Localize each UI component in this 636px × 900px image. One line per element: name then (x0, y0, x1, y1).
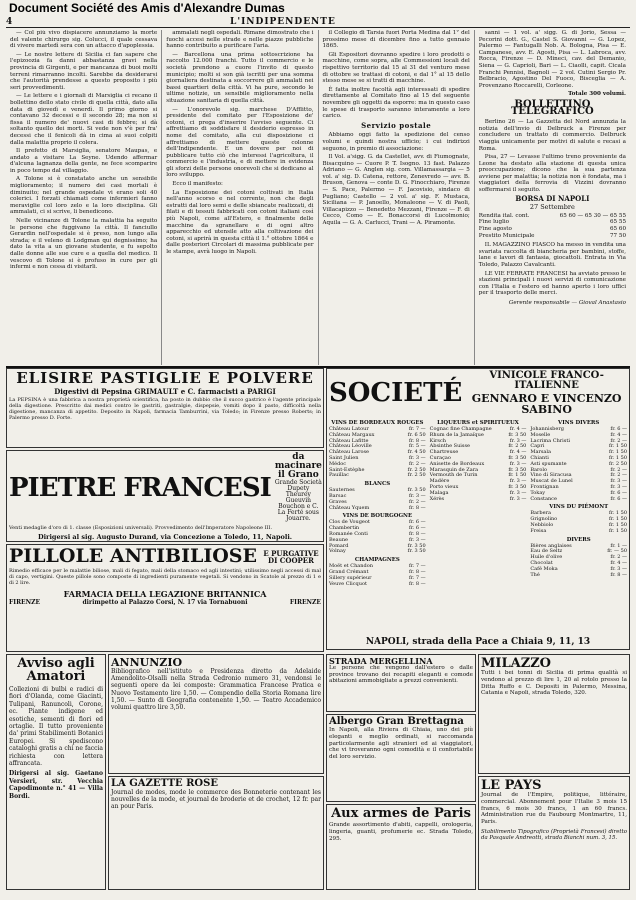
wine-name: Château Margaux (329, 431, 375, 438)
column-2 (162, 30, 318, 365)
wine-price: fr. 2 50 (609, 460, 628, 467)
ad-side-title: GENNARO E VINCENZO SABINO (471, 392, 622, 416)
wine-price: fr. 3 — (509, 489, 527, 496)
wine-name: Freisa (530, 527, 547, 534)
ad-side-title: da macinare il Grano (274, 452, 322, 480)
wine-name: Muscat de Lunel (530, 478, 573, 485)
article-paragraph: ammalati negli ospedali. Rimane dimostrato che i fuochi accesi nelle strade e nelle piazze pubbliche hanno contribuito a purificare l'aria. (166, 30, 314, 50)
wine-name: Vino di Siracusa (530, 472, 572, 479)
wine-name: Barolo (530, 466, 548, 473)
wine-price: fr. 1 50 (609, 516, 628, 523)
ad-gazette (108, 776, 324, 890)
wine-price: fr. 1 50 (609, 443, 628, 450)
ad-body: Bibliografico nell'istituto e Presidenza diretto da Adelaide Amendolito-Olsalli nella Strada Cedronio numero 31, vendonsi le seguenti opere da lei composte: Grammatica Francese Pratica e Nuovo Testamento lire 1,50. — Compendio della Storia Romana lire 1,50. — Sunto di Geografia contenente 1,50. — Teatro Accademico volumi quattro lire 3,50. (111, 668, 321, 712)
wine-price: fr. 8 — (409, 504, 426, 511)
wine-name: Bières anglaises (530, 542, 572, 549)
wine-section-heading: BLANCS (364, 481, 391, 488)
wine-price: fr. 2 50 (407, 466, 426, 473)
borsa-row: Fine luglio 65 55 (478, 219, 626, 226)
wine-section-heading: DIVERS (566, 536, 591, 543)
article-paragraph: LE VIE FERRATE FRANCESI ha avviato presso le stazioni principali i nuovi servizi di comunicazione con l'Italia e l'estero ed hanno aperto i loro uffici per il trasporto delle merci. (478, 270, 626, 297)
wine-name: Moselle (530, 431, 551, 438)
wine-price: fr. 8 — (409, 530, 426, 537)
borsa-title: BORSA DI NAPOLI (515, 193, 590, 203)
ad-body: In Napoli, alla Riviera di Chiaia, uno dei più eleganti e meglio ordinati, si raccomanda particolarmente agli stranieri ed ai viaggiatori, che vi troveranno ogni comodità e il confortabile del loro servizio. (329, 727, 473, 761)
wine-price: fr. 2 — (610, 554, 628, 561)
article-paragraph: sanni — 1 vol. a' sigg. G. di Jorio, Sessa — Pecorini dott. G., Castel S. Giovanni — G. Lopez, Palermo — Fantugalli Nob. A. Bologna, Pisa — E. Campanese, avv. E. Agosti, Pisa — L. Labroca, avv. Rocca, Firenze — D. Mineci, cav. del Demanio, Siena — G. Caprioli, Bari — L. Ciaolli, capit. Cicala Franchi Pennisi, Bagnoli — 2 vol. Cutini Sergio Pr. Belbracio, Agostino Del Fuoco, Bisceglia — A. Provenzano Roccarelli, Corleone. (478, 30, 626, 89)
wine-section-heading: VINS DU PIÉMONT (549, 504, 609, 511)
wine-name: Pauillac (329, 472, 349, 479)
wine-name: Marasquin de Zara (429, 466, 479, 473)
wine-price: fr. 7 — (409, 426, 426, 432)
wine-row (329, 506, 426, 512)
ad-header (9, 453, 321, 522)
article-paragraph: IL MAGAZZINO FIASCO ha messo in vendita una svariata raccolta di biancheria per bambini, stoffe, lane e lavori di fantasia, giocattoli. Entrata in Via Toledo, Palazzo Cavalcanti. (478, 242, 626, 268)
article-paragraph: Abbiamo oggi fatto la spedizione del censo volumi e quindi nostra ufficio; i cui indirizzi seguono, in premio di associazione: (322, 132, 470, 152)
ad-body: Venti medaglie d'oro di 1. classe (Esposizioni universali). Provvedimento dell'Imperatore Napoleone III. (9, 525, 273, 531)
borsa-table (479, 213, 626, 239)
wine-name: Constance (530, 495, 557, 502)
wine-row (530, 529, 627, 535)
ad-title: Albergo Gran Brettagna (329, 716, 464, 727)
ad-header (9, 547, 321, 566)
wine-price: fr. 8 — (409, 437, 426, 444)
article-paragraph: — Barcellona una prima sottoscrizione ha raccolto 12.000 franchi. Tutto il commercio e le società prendono a cuore l'invito di questo municipio; molti si son già iscritti per una somma giornaliera destinata a soccorrere gli ammalati nei bassi quartieri della città. Vi ha pure, secondo le ultime notizie, un sensibile miglioramento nella situazione sanitaria di quella città. (166, 51, 314, 104)
ad-body: Grande assortimento d'abiti, cappelli, orologeria, lingeria, guanti, profumerie ec. Strada Toledo, 295. (329, 822, 473, 842)
wine-price: fr. 3 — (509, 495, 527, 502)
wine-table (430, 427, 527, 502)
wine-price: fr. 8 — (409, 568, 426, 575)
ad-footer: NAPOLI, strada della Pace a Chiaia 9, 11, 13 (365, 637, 591, 647)
wine-name: Anisette de Bordeaux (429, 460, 485, 467)
wine-price: fr. 8 — (610, 571, 628, 578)
ad-body: Journal de l'Empire, politique, littéraire, commercial. Abonnement pour l'Italie 3 mois 15 francs, 6 mois 30 francs, 1 an 60 francs. Administration rue du Faubourg Montmartre, 11, Paris. (481, 792, 627, 826)
ad-strada (326, 654, 476, 712)
wine-name: Sillery supérieur (329, 574, 372, 581)
wine-price: fr. 8 — (409, 580, 426, 587)
wine-name: Porto vieux (429, 483, 459, 490)
ad-title: Aux armes de Paris (331, 806, 471, 821)
wine-name: Graves (329, 498, 347, 505)
wine-table (329, 427, 426, 479)
wine-price: fr. 7 — (409, 563, 426, 570)
wine-price: fr. 1 50 (609, 449, 628, 456)
ad-subtitle: Digestivi di Pepsina GRIMAULT e C. farmacisti a PARIGI (54, 387, 276, 396)
wine-name: Curaçao (429, 454, 451, 461)
wine-name: Château Yquem (329, 504, 370, 511)
ad-title: LA GAZETTE ROSE (111, 778, 218, 789)
news-columns (6, 30, 630, 365)
wine-price: fr. 3 50 (508, 454, 527, 461)
wine-price: fr. 6 — (409, 525, 426, 532)
wine-name: Clos de Vougeot (329, 519, 370, 526)
wine-name: Barsac (329, 492, 347, 499)
ad-side (275, 453, 322, 522)
wine-section-heading: VINS DIVERS (558, 420, 600, 426)
ad-footer-title: FARMACIA DELLA LEGAZIONE BRITANNICA (63, 589, 267, 599)
wine-price: fr. 4 — (509, 426, 527, 432)
wine-col-3 (530, 418, 627, 587)
wine-price: fr. 3 — (610, 483, 628, 490)
wine-name: Marsala (530, 449, 551, 456)
column-3 (319, 30, 475, 365)
wine-price: fr. 3 50 (407, 542, 426, 549)
wine-name: Absinthe Suisse (429, 443, 470, 450)
wine-price: fr. 4 — (509, 449, 527, 456)
wine-price: fr. 3 — (610, 565, 628, 572)
ad-side (466, 371, 627, 415)
wine-name: Saint-Estèphe (329, 466, 365, 473)
wine-price: fr. 4 — (610, 559, 628, 566)
wine-price: fr. 1 50 (609, 454, 628, 461)
wine-row (329, 549, 426, 555)
ad-annunzio (108, 654, 324, 774)
ad-pietre (6, 450, 324, 542)
wine-price: fr. 2 — (610, 472, 628, 479)
wine-table (530, 511, 627, 534)
wine-name: Château Lafitte (329, 437, 369, 444)
article-paragraph: A Tolone si è constatato anche un sensibile miglioramento; il numero dei casi mortali è diminuito; nel grande ospedale vi erano soli 40 colerici. I forzati chiamati come infermieri fanno meraviglie col loro zelo e la loro disciplina. Gli ammalati, ci si scrive, li benedicono. (10, 176, 158, 216)
ad-title: LE PAYS (481, 778, 542, 793)
wine-name: Saint Julien (329, 454, 359, 461)
wine-price: fr. 3 50 (508, 483, 527, 490)
wine-price: fr. 6 — (610, 489, 628, 496)
masthead: L'INDIPENDENTE (230, 17, 336, 27)
wine-price: fr. 6 — (610, 426, 628, 432)
wine-price: fr. 3 — (409, 454, 426, 461)
wine-table (329, 520, 426, 555)
wine-section-heading: CHAMPAGNES (354, 557, 400, 564)
wine-name: Eau de Seltz (530, 548, 563, 555)
ad-side-title: E PURGATIVE DI COOPER (263, 548, 319, 565)
ad-milazzo (478, 654, 630, 774)
wine-price: fr. 2 50 (407, 472, 426, 479)
wine-price: fr. 3 — (409, 536, 426, 543)
wine-name: Barbera (530, 510, 551, 517)
wine-name: Sauternes (329, 487, 355, 494)
wine-table (530, 544, 627, 579)
wine-col-1 (329, 418, 426, 587)
ad-footer-row: FIRENZE dirimpetto al Palazzo Corsi, N. 17 via Tornabuoni FIRENZE (9, 599, 321, 606)
wine-row (530, 573, 627, 579)
wine-table (329, 564, 426, 587)
wine-price: fr. 6 — (409, 519, 426, 526)
wine-name: Frontignan (530, 483, 559, 490)
wine-row (430, 497, 527, 503)
wine-price: fr. 1 — (610, 542, 628, 549)
ad-title: PILLOLE ANTIBILIOSE (9, 545, 257, 567)
article-paragraph: Il prefetto di Marsiglia, senatore Maupas, e andato a visitare La Seyne. Udendo affermar d'alcuna lagnanza della gente, ne fece scomparire in poco tempo dal villaggio. (10, 148, 158, 174)
ad-body: Rimedio efficace per le malattie biliose, mali di fegato, mali della stomaco ed agli intestini; utilissimo negli accessi di mal di capo, vertigini. Queste pillole sono composte di ingredienti puramente vegetali. Si vendono in Scatole al prezzo di 1 e di 2 lire. (9, 568, 321, 586)
wine-name: Café Moka (530, 565, 558, 572)
section-heading: Servizio postale (361, 120, 432, 130)
wine-name: Capri (530, 443, 545, 450)
ad-title: ELISIRE PASTIGLIE E POLVERE (16, 369, 314, 387)
wine-name: Chianti (530, 454, 549, 461)
wine-price: fr. 6 — (610, 495, 628, 502)
wine-name: Thé (530, 571, 540, 578)
article-total: Totale 300 volumi. (568, 91, 626, 98)
wine-name: Madère (429, 478, 450, 485)
article-paragraph: — L'onorevole sig. marchese D'Afflitto, presidente del comitato per l'Esposizione de' cotoni, ci prega d'inserire l'avviso seguente. Ci affrettiamo di soddisfare il desiderio espresso in nome del comitato, alla cui disposizione ci affrettiamo di mettere queste colonne dell'Indipendente. E un dovere per noi di pubblicare tutto ciò che interessi l'agricoltura, il commercio e l'industria, e di mettere in evidenza gli sforzi delle persone onorevoli che si dedicano al loro sviluppo. (166, 106, 314, 179)
wine-price: fr. 2 — (409, 498, 426, 505)
wine-name: Huile d'olive (530, 554, 563, 561)
wine-price: fr. 2 — (610, 466, 628, 473)
wine-name: Pomard (329, 542, 349, 549)
wine-name: Château Latour (329, 426, 369, 432)
ad-title: MILAZZO (481, 656, 552, 671)
wine-name: Chartreuse (429, 449, 459, 456)
wine-row (329, 473, 426, 479)
wine-name: Malaga (429, 489, 449, 496)
article-paragraph: Pisa, 27 — Levasse l'ultimo treno proveniente da Leone ha destato alla stazione di questa unica preoccupazione; dicono che la sua partenza avviene per malattia; la notizia non è fondata, ma i viaggiatori della ferrovia di Vizzini dovranno soffermarsi il seguito. (478, 154, 626, 194)
article-paragraph: È fatta inoltre facoltà agli interessati di spedire direttamente al Comitato fino al 15 del seguente novembre gli oggetti da esporre: ma in questo caso le spese di trasporto saranno interamente a loro carico. (322, 86, 470, 120)
ad-le-pays (478, 776, 630, 890)
article-paragraph: — Le lettere e i giornali di Marsiglia ci recano il bollettino dello stato civile di quella città, dato alla data di giovedì e venerdì. Il primo giorno si contavano 32 decessi e il secondo 28; ma non si fissa il numero de' nuovi casi di febbre; si dà soltanto quello dei morti. Si vede non v'è per fra' decessi che il fenicoli dà in cima ai suoi colpiti dalla malattia proprio il colera. (10, 93, 158, 146)
wine-section-heading: VINS DE BORDEAUX ROUGES (331, 420, 424, 426)
column-4 (475, 30, 630, 365)
ad-title: PIETRE FRANCESI (9, 472, 271, 503)
wine-name: Médoc (329, 460, 347, 467)
wine-columns (329, 418, 627, 587)
ad-body: Journal de modes, mode le commerce des Bonneterie contenant les nouvelles de la mode, et journal de broderie et de crochet, 12 fr. par an pour Paris. (111, 789, 321, 811)
article-paragraph: — Le nostre lettere di Sicilia ci fan sapere che l'epizoozia fa danni abbastanza gravi nella provincia di Girgenti, e per mancanza di buoi molti terreni rimarranno incolti. Sarebbe da desiderarsi che l'autorità prendesse a questo proposito i più seri provvedimenti. (10, 51, 158, 91)
wine-price: fr. 2 50 (508, 443, 527, 450)
wine-name: Château Larose (329, 449, 370, 456)
wine-name: Grignolino (530, 516, 558, 523)
borsa-row: Rendita ital. cont. 65 60 — 65 30 — 65 55 (478, 212, 626, 219)
ad-side-text: Grande Società Dupety Theurey Gueuvin Bouchon e C. La Ferté sous Jouarre. (274, 479, 322, 522)
ad-title: Avviso agli Amatori (17, 656, 95, 684)
ad-elisire (6, 368, 324, 448)
wine-price: fr. 1 50 (609, 510, 628, 517)
wine-name: Lacrima Christi (530, 437, 570, 444)
wine-price: fr. 3 — (509, 460, 527, 467)
article-paragraph: Nelle vicinanze di Tolone la malattia ha seguito le persone che fuggivano la città. Il fanciullo Gerardin nell'ospedale si è preso, non lungo alla strada; e il veleno di Lodgman qui degnissimo; ha dato la vita a un giovane studente, e fu sepolto dalle donne alle sue cure e a quella del medico. Il vescovo di Tolone si è profuso in cure per gli infermi e non cessa di visitarli. (10, 218, 158, 271)
wine-table (329, 488, 426, 511)
wine-name: Chocolat (530, 559, 553, 566)
ad-header (329, 371, 627, 415)
wine-section-heading: VINS DE BOURGOGNE (342, 513, 413, 520)
wine-price: fr. 3 50 (407, 487, 426, 494)
ad-body: Le persone che vengono dall'estero o dalle province trovano dei recapiti eleganti e comode abitazioni ammobigliate a prezzi convenienti. (329, 665, 473, 685)
wine-price: fr. 1 50 (609, 527, 628, 534)
wine-name: Romanée Conti (329, 530, 368, 537)
ad-pillole (6, 544, 324, 652)
wine-price: fr. 3 50 (508, 431, 527, 438)
wine-name: Asti spumante (530, 460, 567, 467)
borsa-row: Fine agosto 65 60 (478, 226, 626, 233)
wine-name: Château Léoville (329, 443, 372, 450)
ad-avviso (6, 654, 106, 890)
wine-section-heading: LIQUEURS et SPIRITUEUX (437, 420, 519, 426)
wine-name: Beaune (329, 536, 349, 543)
wine-price: fr. — 50 (607, 548, 628, 555)
ad-body: Collezioni di bulbi e radici di fiori d'Olanda, come Giacinti, Tulipani, Ranuncoli, Corone, ec. Piante indigene ed esotiche, sementi di fiori ed ortaglie. Il tutto proveniente da' primi Stabilimenti Botanici Europei. Si spediscono cataloghi gratis a chi ne faccia richiesta con lettera affrancata. (9, 686, 103, 768)
wine-price: fr. 3 50 (407, 548, 426, 555)
wine-name: Veuve Clicquot (329, 580, 367, 587)
article-paragraph: Ecco il manifesto: (172, 181, 223, 188)
wine-name: Volnay (329, 548, 346, 555)
ad-footer: Dirigersi al sig. Augusto Durand, via Concezione a Toledo, 11, Napoli. (37, 533, 293, 541)
wine-price: fr. 3 — (409, 492, 426, 499)
ad-title: ANNUNZIO (111, 656, 183, 669)
article-paragraph: La Esposizione dei cotoni coltivati in Italia nell'anno scorso e nel corrente, non che degli estratti dal loro semi e delle sbiancate realizzati, di filati e di tessuti fabbricati con cotoni italiani così più Napoli, come all'Estero, e finalmente delle macchine da sgranellare e di ogni altro apparecchio ed utensile atto alla coltivazione dei cotoni, si aprirà in questa città il 1.° ottobre 1864 e dalle posteriori Circolari di massima pubblicate per le stampe, avrà luogo in Napoli. (166, 189, 314, 255)
ad-aux-armes (326, 804, 476, 890)
wine-price: fr. 1 50 (609, 521, 628, 528)
ad-footer: Dirigersi al sig. Gaetano Versieri, str. Vecchia Capodimonte n.° 41 — Villa Bordi. (9, 770, 103, 800)
column-1 (6, 30, 162, 365)
article-paragraph: Il Vol. a'sigg. G. da Castellet, avv. di Fiumognate, Bisacquino — Cuore P. T. Isogno. 13 fast. Palazzo Adriano — G. Anglen sig. com. Villamassargia — 5 vol. a' sig. D. Catena, rettore, Zenevredo — avv. B. Bruson, Genova — conte D. G. Finocchiaro, Firenze — S. Pace, Palermo — F. Jacovisio, sindaco di Pugliano; Castello — 2 vol. a' sig. F. Mustaca, Siciliana — P. Janoello, Monaleone — V. di Paoli, Villacapizzo — Benedetto Mezzani, Firenze — F. di Cecco, Como — E. Bonaccorsi di Lucolmonio; Aquila — G. A. Carlucci, Trani — A. Piramonte. (322, 154, 470, 227)
borsa-date: 27 Settembre (529, 203, 575, 212)
wine-price: fr. 4 — (610, 431, 628, 438)
wine-name: Xérès (429, 495, 445, 502)
ad-side-title: VINICOLE FRANCO-ITALIENNE (489, 370, 604, 391)
article-paragraph: — Col più vivo dispiacere annunziamo la morte del valente chirurgo sig. Colucci, il quale cessava di vivere martedì sera con un attacco d'apoplessia. (10, 30, 158, 50)
watermark: Document Société des Amis d'Alexandre Dumas (6, 1, 288, 15)
page-number: 4 (6, 17, 13, 27)
wine-price: fr. 2 — (610, 437, 628, 444)
signature: Gerente responsabile — Gioval Anastasio (508, 299, 626, 306)
wine-price: fr. 3 50 (508, 466, 527, 473)
wine-name: Vermouth de Turin (429, 472, 478, 479)
ad-title: STRADA MERGELLINA (329, 656, 433, 666)
wine-name: Moët et Chandon (329, 563, 373, 570)
wine-price: fr. 5 — (409, 443, 426, 450)
article-paragraph: il Collegio di Tarsia fuori Porta Medina dal 1° del prossimo mese di dicembre fino a tutto gennaio 1865. (322, 30, 470, 50)
wine-row (329, 582, 426, 588)
ad-body: Tutti i bei tonni di Sicilia di prima qualità si vendono al prezzo di lire 1, 20 al rotolo presso la Ditta Ruffo e C. Depositi in Palermo, Messina, Catania e Napoli, strada Toledo, 320. (481, 670, 627, 697)
wine-price: fr. 1 50 (508, 472, 527, 479)
article-paragraph: Gli Espositori dovranno spedire i loro prodotti o macchine, come sopra, alle Commessioni locali del rispettivo territorio dal 15 al 31 del venturo mese di ottobre se trattasi di cotoni, e dal 1° al 15 dello stesso mese se si tratti di macchine. (322, 51, 470, 85)
wine-table (530, 427, 627, 502)
top-rule (6, 27, 630, 28)
wine-price: fr. 7 — (409, 574, 426, 581)
wine-name: Nebbiolo (530, 521, 554, 528)
wine-price: fr. 2 — (409, 460, 426, 467)
borsa-row: Prestito Municipale 77 50 (478, 232, 626, 239)
ad-title: SOCIETÉ (329, 378, 463, 408)
wine-price: fr. 3 — (509, 478, 527, 485)
ad-footer: Stabilimento Tipografico (Proprietà Francesi) diretto da Pasquale Andreotti, strada Bianchi num. 3, 15. (481, 828, 627, 842)
article-paragraph: Berlino 26 — La Gazzetta del Nord annunzia la notizia dell'invio di Delbruck a Firenze per concludere un trattato di commercio. Delbruck viaggia unicamente per motivi di salute e recasi a Roma. (478, 119, 626, 152)
wine-price: fr. 6 50 (407, 431, 426, 438)
telegraph-title: BOLLETTINO TELEGRAFICO (510, 98, 594, 117)
wine-col-2 (430, 418, 527, 587)
wine-name: Chambertin (329, 525, 360, 532)
ad-albergo (326, 714, 476, 802)
wine-name: Kirsch (429, 437, 446, 444)
wine-row (530, 497, 627, 503)
ad-body: La PEPSINA è una fabbrica a nostra proprietà scientifica, ha posto in dubbio che il succo gastrico è l'agente principale della digestione. Prescritto dai medici contro le gastriti, gastralgie, dispepsie, vomiti dopo il pasto, difficoltà nella digestione, mancanza di appetito. Deposito in Napoli, farmacia Tamburrini, via Toledo; in Firenze presso Roberts; in Palermo presso D. Forte. (9, 397, 321, 421)
wine-name: Grand Crémant (329, 568, 369, 575)
wine-name: Rhum de la Jamaïque (429, 431, 484, 438)
wine-name: Tokay (530, 489, 546, 496)
wine-price: fr. 4 50 (407, 449, 426, 456)
wine-name: Cognac fine Champagne (429, 426, 492, 432)
wine-price: fr. 3 — (610, 478, 628, 485)
ad-societe (326, 368, 630, 650)
wine-price: fr. 3 — (509, 437, 527, 444)
advertisements (6, 368, 630, 893)
wine-name: Johannisberg (530, 426, 564, 432)
